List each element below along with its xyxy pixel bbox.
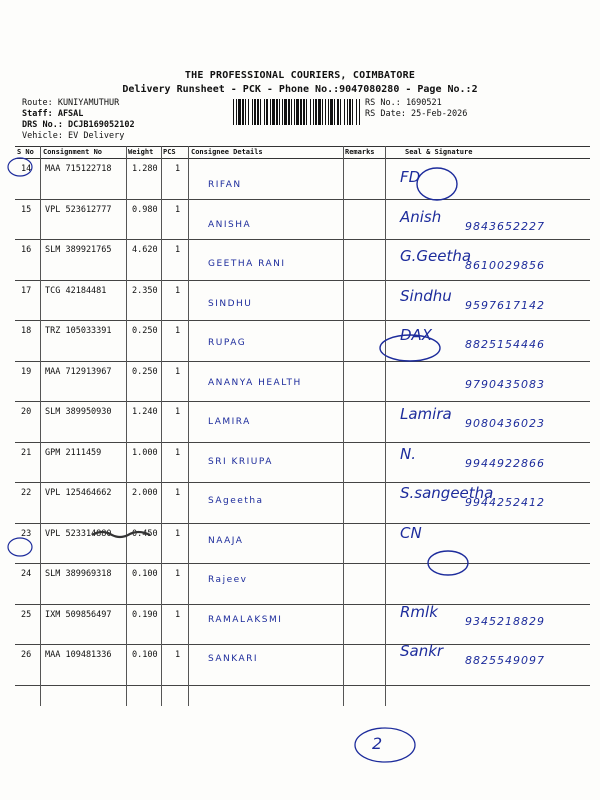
barcode-bar — [306, 99, 307, 125]
runsheet-title: Delivery Runsheet - PCK - Phone No.:9047080280 - Page No.:2 — [122, 84, 478, 95]
signature: DAX — [400, 326, 433, 344]
s-no: 21 — [21, 447, 32, 458]
consignment-no: TCG 42184481 — [45, 285, 107, 296]
s-no: 20 — [21, 407, 32, 417]
weight: 1.280 — [132, 164, 158, 174]
weight: 0.100 — [132, 569, 158, 579]
weight: 1.000 — [132, 447, 158, 458]
barcode-bar — [238, 99, 241, 125]
col-consignment: Consignment No — [43, 148, 103, 156]
barcode-bar — [272, 99, 275, 125]
barcode-bar — [245, 99, 246, 125]
divider — [126, 146, 127, 706]
consignment-no: MAA 712913967 — [45, 366, 112, 377]
rs-date: RS Date: 25-Feb-2026 — [365, 109, 468, 119]
barcode-bar — [296, 99, 299, 125]
pcs: 1 — [175, 366, 181, 377]
signature: G.Geetha — [400, 247, 472, 265]
col-weight: Weight — [128, 148, 154, 156]
weight: 2.000 — [132, 488, 158, 498]
barcode-bar — [328, 99, 329, 125]
pcs: 1 — [175, 447, 181, 458]
consignment-no: TRZ 105033391 — [45, 326, 112, 336]
barcode-bar — [352, 99, 353, 125]
barcode-bar — [236, 99, 237, 125]
phone-number: 9944252412 — [465, 496, 545, 509]
divider — [40, 146, 41, 706]
divider — [385, 146, 386, 706]
consignee-name: GEETHA RANI — [208, 259, 286, 269]
signature: Rmlk — [400, 602, 438, 621]
weight: 0.980 — [132, 204, 158, 215]
weight: 2.350 — [132, 285, 158, 296]
phone-number: 9345218829 — [465, 614, 545, 628]
weight: 1.240 — [132, 407, 158, 417]
weight: 4.620 — [132, 245, 158, 255]
consignment-no: SLM 389921765 — [45, 245, 112, 255]
company-name: THE PROFESSIONAL COURIERS, COIMBATORE — [184, 70, 416, 81]
pcs: 1 — [175, 488, 181, 498]
consignee-name: LAMIRA — [208, 417, 251, 427]
barcode-bar — [276, 99, 278, 125]
barcode-bar — [260, 99, 261, 125]
consignment-no: MAA 109481336 — [45, 650, 112, 660]
weight: 0.250 — [132, 366, 158, 377]
barcode-bar — [315, 99, 317, 125]
barcode-bar — [257, 99, 259, 125]
barcode-bar — [337, 99, 339, 125]
pcs: 1 — [175, 285, 181, 296]
s-no: 16 — [21, 245, 32, 255]
consignment-no: SLM 389950930 — [45, 407, 112, 417]
consignment-no: VPL 523612777 — [45, 204, 112, 215]
consignment-no: SLM 389969318 — [45, 569, 112, 579]
phone-number: 9790435083 — [465, 377, 545, 391]
signature: CN — [400, 523, 422, 542]
s-no: 17 — [21, 285, 32, 296]
signature: Lamira — [400, 405, 452, 423]
s-no: 26 — [21, 650, 32, 660]
consignee-name: ANISHA — [208, 219, 252, 230]
barcode-bar — [270, 99, 271, 125]
pcs: 1 — [175, 569, 181, 579]
consignee-name: SINDHU — [208, 298, 253, 309]
pcs: 1 — [175, 245, 181, 255]
divider — [188, 146, 189, 706]
barcode — [233, 99, 361, 125]
route: Route: KUNIYAMUTHUR — [22, 98, 120, 108]
weight: 0.190 — [132, 609, 158, 620]
consignee-name: SRI KRIUPA — [208, 456, 273, 467]
barcode-bar — [303, 99, 305, 125]
barcode-bar — [291, 99, 292, 125]
barcode-bar — [279, 99, 280, 125]
barcode-bar — [310, 99, 311, 125]
s-no: 22 — [21, 488, 32, 498]
s-no: 18 — [21, 326, 32, 336]
consignee-name: RIFAN — [208, 180, 242, 190]
pcs: 1 — [175, 204, 181, 215]
consignee-name: SAgeetha — [208, 496, 264, 506]
barcode-bar — [359, 99, 360, 125]
table-row — [15, 159, 590, 200]
page-mark: 2 — [372, 734, 383, 753]
barcode-bar — [282, 99, 283, 125]
consignment-no: MAA 715122718 — [45, 164, 112, 174]
barcode-bar — [347, 99, 348, 125]
phone-number: 8825154446 — [465, 338, 545, 351]
s-no: 23 — [21, 528, 32, 539]
signature: FD — [400, 168, 421, 186]
barcode-bar — [254, 99, 256, 125]
pcs: 1 — [175, 528, 181, 539]
s-no: 14 — [21, 164, 32, 174]
consignee-name: RAMALAKSMI — [208, 614, 283, 625]
col-seal: Seal & Signature — [405, 148, 473, 156]
consignment-no: VPL 125464662 — [45, 488, 112, 498]
consignment-no: GPM 2111459 — [45, 447, 102, 458]
phone-number: 9080436023 — [465, 417, 545, 430]
col-consignee: Consignee Details — [191, 148, 263, 156]
signature: S.sangeetha — [400, 484, 494, 502]
s-no: 24 — [21, 569, 32, 579]
consignee-name: NAAJA — [208, 535, 244, 546]
barcode-bar — [318, 99, 321, 125]
barcode-bar — [330, 99, 333, 125]
table-header — [15, 146, 590, 159]
drs-no: DRS No.: DCJB169052102 — [22, 120, 135, 130]
barcode-bar — [266, 99, 268, 125]
consignee-name: Rajeev — [208, 575, 248, 585]
pcs: 1 — [175, 609, 181, 620]
phone-number: 9944922866 — [465, 456, 545, 470]
barcode-bar — [284, 99, 287, 125]
barcode-bar — [322, 99, 323, 125]
barcode-bar — [294, 99, 295, 125]
vehicle: Vehicle: EV Delivery — [22, 131, 125, 141]
left-meta — [22, 98, 135, 142]
divider — [343, 146, 344, 706]
barcode-bar — [325, 99, 326, 125]
phone-number: 8825549097 — [465, 654, 545, 667]
col-pcs: PCS — [163, 148, 176, 156]
pcs: 1 — [175, 407, 181, 417]
barcode-bar — [233, 99, 234, 125]
barcode-bar — [248, 99, 249, 125]
col-sno: S No — [17, 148, 34, 156]
phone-number: 8610029856 — [465, 259, 545, 272]
weight: 0.100 — [132, 650, 158, 660]
barcode-bar — [313, 99, 314, 125]
barcode-bar — [242, 99, 244, 125]
barcode-bar — [340, 99, 341, 125]
s-no: 19 — [21, 366, 32, 377]
weight: 0.250 — [132, 326, 158, 336]
barcode-bar — [344, 99, 345, 125]
barcode-bar — [300, 99, 302, 125]
barcode-bar — [356, 99, 357, 125]
pcs: 1 — [175, 164, 181, 174]
table-row — [15, 564, 590, 605]
right-meta — [365, 98, 467, 120]
signature: Sindhu — [400, 286, 452, 305]
phone-number: 9597617142 — [465, 298, 545, 312]
rs-no: RS No.: 1690521 — [365, 98, 442, 108]
col-remarks: Remarks — [345, 148, 375, 156]
barcode-bar — [288, 99, 290, 125]
signature: N. — [400, 444, 416, 463]
table-row — [15, 524, 590, 565]
consignment-no: IXM 509856497 — [45, 609, 112, 620]
phone-number: 9843652227 — [465, 219, 545, 233]
pcs: 1 — [175, 650, 181, 660]
consignee-name: ANANYA HEALTH — [208, 377, 302, 388]
s-no: 25 — [21, 609, 32, 620]
barcode-bar — [252, 99, 253, 125]
consignee-name: RUPAG — [208, 338, 247, 348]
barcode-bar — [349, 99, 351, 125]
staff: Staff: AFSAL — [22, 109, 84, 119]
signature: Anish — [400, 207, 442, 226]
barcode-bar — [264, 99, 265, 125]
pcs: 1 — [175, 326, 181, 336]
barcode-bar — [334, 99, 335, 125]
consignee-name: SANKARI — [208, 654, 259, 664]
consignment-no: VPL 523314880 — [45, 528, 112, 539]
s-no: 15 — [21, 204, 32, 215]
divider — [161, 146, 162, 706]
signature: Sankr — [400, 642, 444, 660]
weight: 0.450 — [132, 528, 158, 539]
